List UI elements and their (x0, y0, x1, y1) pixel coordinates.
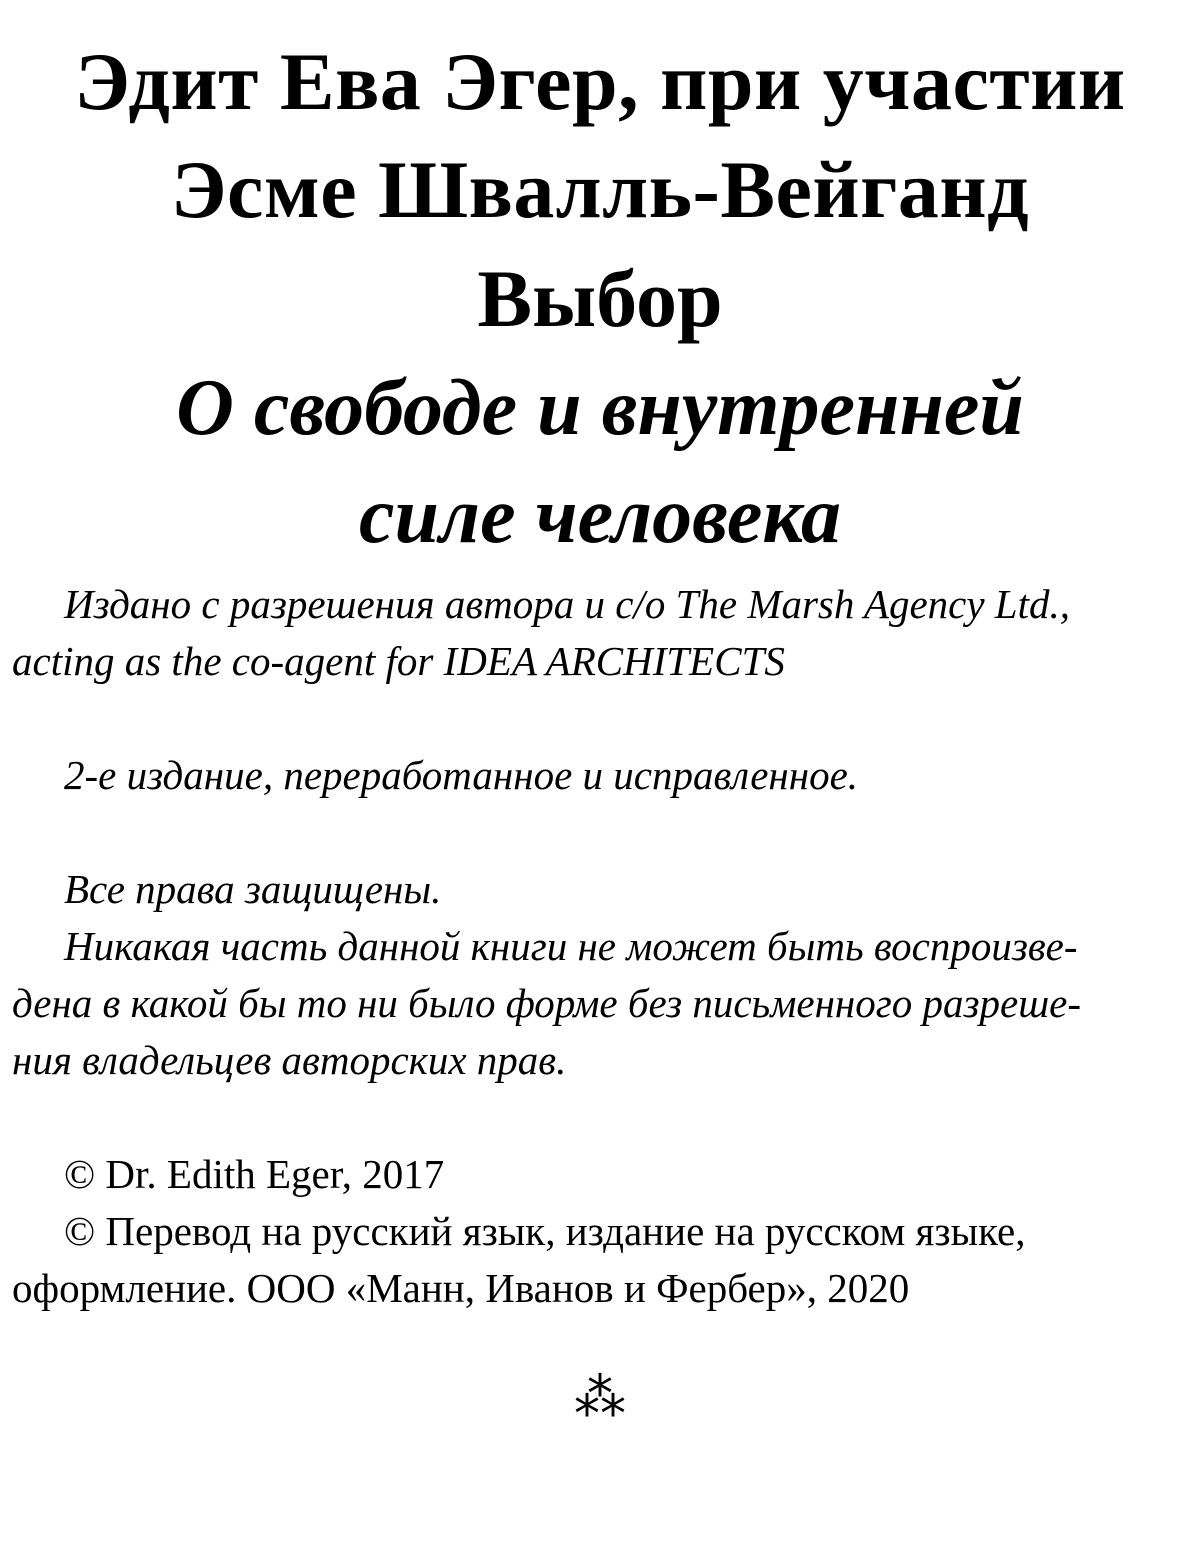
spacer (12, 804, 1188, 861)
translation-line-2: оформление. ООО «Манн, Иванов и Фербер», 2020 (12, 1265, 910, 1311)
spacer (12, 690, 1188, 747)
rights-line-1: Никакая часть данной книги не может быть воспроизве- (64, 923, 1078, 969)
rights-reserved: Все права защищены. (64, 866, 442, 912)
license-notice (12, 576, 1188, 690)
book-title: Выбор (477, 253, 723, 344)
authors-line-2: Эсме Швалль-Вейганд (170, 144, 1030, 235)
asterism-ornament-icon: ⁂ (574, 1368, 626, 1428)
authors-line-1: Эдит Ева Эгер, при участии (74, 36, 1126, 127)
copyright-author: © Dr. Edith Eger, 2017 (64, 1151, 445, 1197)
copyright-translation (12, 1203, 1188, 1317)
rights-line-3: ния владельцев авторских прав. (12, 1037, 567, 1083)
copyright-block (12, 1146, 1188, 1317)
title-block (12, 0, 1188, 570)
rights-line-2: дена в какой бы то ни было форме без письменного разреше- (12, 980, 1082, 1026)
imprint-block (12, 576, 1188, 1317)
spacer (12, 1089, 1188, 1146)
license-line-2: acting as the co-agent for IDEA ARCHITECTS (12, 638, 785, 684)
rights-notice (12, 918, 1188, 1089)
edition-notice: 2-е издание, переработанное и исправленное. (64, 752, 859, 798)
subtitle-line-2: силе человека (359, 472, 841, 560)
subtitle-line-1: О свободе и внутренней (176, 364, 1024, 452)
license-line-1: Издано с разрешения автора и c/o The Marsh Agency Ltd., (64, 581, 1070, 627)
translation-line-1: © Перевод на русский язык, издание на русском языке, (64, 1208, 1026, 1254)
